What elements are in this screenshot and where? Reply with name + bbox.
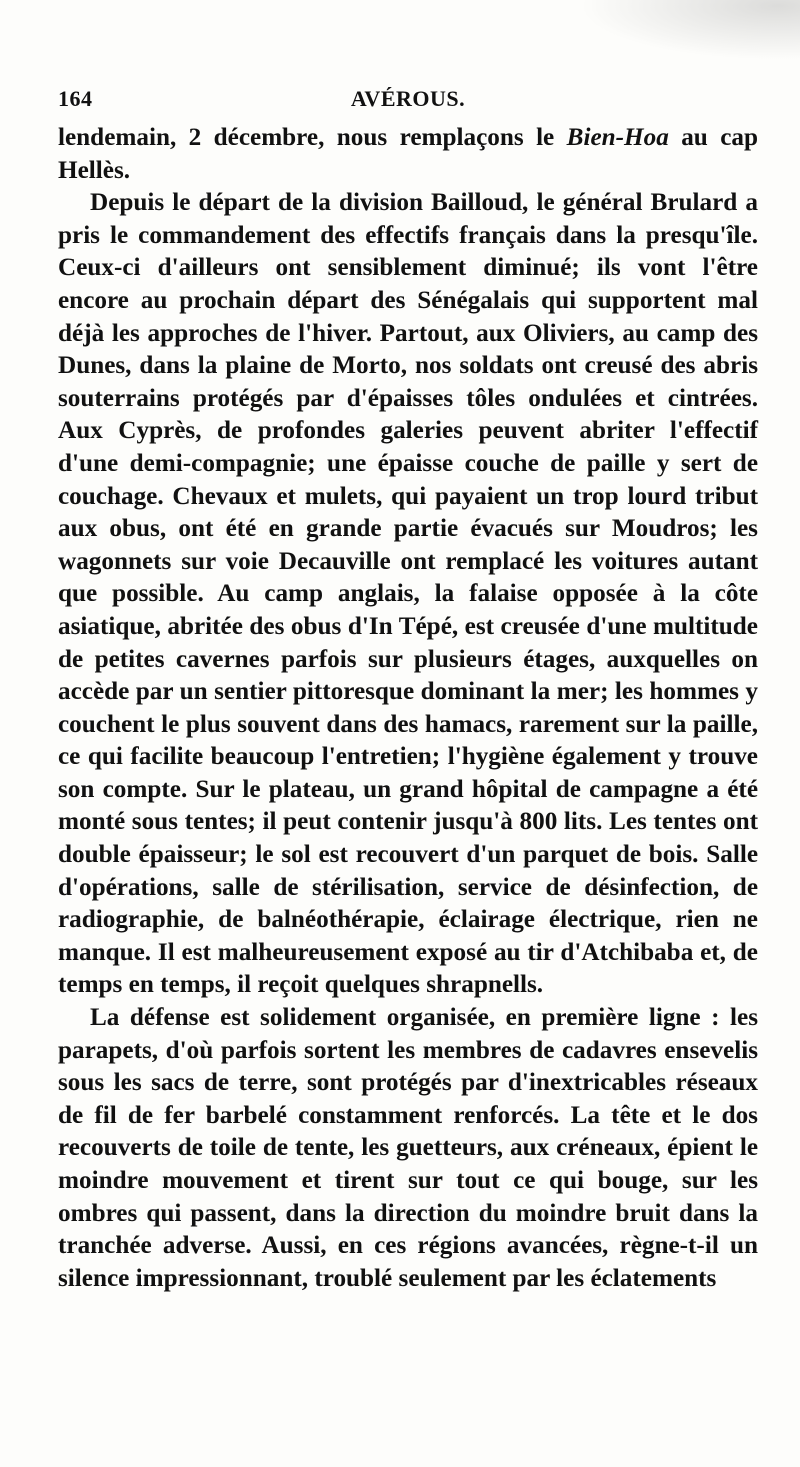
scan-edge-shadow [580,0,800,60]
paragraph-text: au cap Hellès. [58,124,758,184]
running-head [58,86,758,122]
running-title: AVÉROUS. [350,86,466,111]
book-page [58,86,758,1295]
page-number: 164 [58,86,93,111]
paragraph-text: lendemain, 2 décembre, nous remplaçons le [58,124,567,151]
body-text [58,122,758,1295]
ship-name: Bien-Hoa [566,124,669,151]
paragraph-continuation [58,122,758,187]
paragraph: La défense est solidement organisée, en première ligne : les parapets, d'où parfois sortent les membres de cadavres ensevelis sous les sacs de terre, sont protégés par d'inextricables réseaux de fil de fer barbelé constamment renforcés. La tête et le dos recouverts de toile de tente, les guetteurs, aux créneaux, épient le moindre mouvement et tirent sur tout ce qui bouge, sur les ombres qui passent, dans la direction du moindre bruit dans la tranchée adverse. Aussi, en ces régions avancées, règne-t-il un silence impressionnant, troublé seulement par les éclatements [58,1004,758,1292]
paragraph: Depuis le départ de la division Bailloud, le général Brulard a pris le commandement des effectifs français dans la presqu'île. Ceux-ci d'ailleurs ont sensiblement diminué; ils vont l'être encore au prochain départ des Sénégalais qui supportent mal déjà les approches de l'hiver. Partout, aux Oliviers, au camp des Dunes, dans la plaine de Morto, nos soldats ont creusé des abris souterrains protégés par d'épaisses tôles ondulées et cintrées. Aux Cyprès, de profondes galeries peuvent abriter l'effectif d'une demi-compagnie; une épaisse couche de paille y sert de couchage. Chevaux et mulets, qui payaient un trop lourd tribut aux obus, ont été en grande partie évacués sur Moudros; les wagonnets sur voie Decauville ont remplacé les voitures autant que possible. Au camp anglais, la falaise opposée à la côte asiatique, abritée des obus d'In Tépé, est creusée d'une multitude de petites cavernes parfois sur plusieurs étages, auxquelles on accède par un sentier pittoresque dominant la mer; les hommes y couchent le plus souvent dans des hamacs, rarement sur la paille, ce qui facilite beaucoup l'entretien; l'hygiène également y trouve son compte. Sur le plateau, un grand hôpital de campagne a été monté sous tentes; il peut contenir jusqu'à 800 lits. Les tentes ont double épaisseur; le sol est recouvert d'un parquet de bois. Salle d'opérations, salle de stérilisation, service de désinfection, de radiographie, de balnéothérapie, éclairage électrique, rien ne manque. Il est malheureusement exposé au tir d'Atchibaba et, de temps en temps, il reçoit quelques shrapnells. [58,189,758,999]
